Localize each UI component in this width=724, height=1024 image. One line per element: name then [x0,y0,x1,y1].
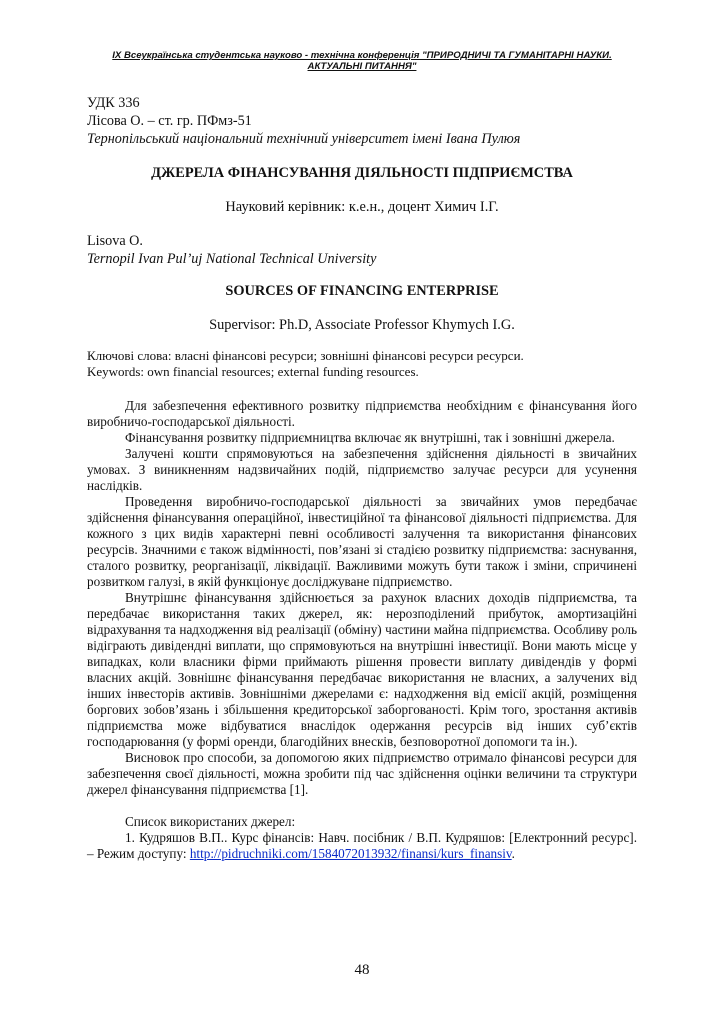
keywords-en: Keywords: own financial resources; external funding resources. [87,364,419,379]
paragraph: Для забезпечення ефективного розвитку підприємства необхідним є фінансування його виробничо-господарської діяльності. [87,398,637,429]
references-title: Список використаних джерел: [125,814,296,829]
page-number: 48 [354,962,370,978]
reference-text: 1. Кудряшов В.П.. Курс фінансів: Навч. посібник / В.П. Кудряшов: [Електронний ресурс]. – Режим доступу: [87,830,637,861]
reference-item [87,830,637,862]
reference-tail: . [511,846,515,861]
paragraph: Проведення виробничо-господарської діяльності за звичайних умов передбачає здійснення фінансування операційної, інвестиційної та фінансової діяльності підприємства. Для кожного з цих видів характерні певні особливості залучення та використання фінансових ресурсів. Значними є також відмінності, пов’язані зі стадією розвитку підприємства: заснування, сталого розвитку, реорганізації, ліквідації. Важливими можуть бути також і зміни, спричинені розвитком галузі, в якій функціонує досліджуване підприємство. [87,494,637,589]
paragraph: Внутрішнє фінансування здійснюється за рахунок власних доходів підприємства, та передбачає використання таких джерел, як: нерозподілений прибуток, амортизаційні відрахування та надходження від реалізації (обміну) частини майна підприємства. Особливу роль відіграють дивідендні виплати, що спрямовуються на внутрішні інвестиції. Вони мають місце у випадках, коли власники фірми приймають рішення провести виплату дивідендів у формі власних акцій. Зовнішнє фінансування передбачає використання не власних, а залучених від інших інвесторів активів. Зовнішніми джерелами є: надходження від емісії акцій, розміщення боргових зобов’язань і збільшення кредиторської заборгованості. Крім того, зростання активів підприємства може відбуватися внаслідок одержання ресурсів від інших суб’єктів господарювання (у формі оренди, благодійних внесків, безповоротної допомоги та ін.). [87,590,637,749]
paragraph: Залучені кошти спрямовуються на забезпечення здійснення діяльності в звичайних умовах. З виникненням надзвичайних подій, підприємство залучає ресурси для усунення наслідків. [87,446,637,493]
keywords-ua: Ключові слова: власні фінансові ресурси; зовнішні фінансові ресурси ресурси. [87,348,524,363]
paper-page [87,50,637,862]
supervisor-en: Supervisor: Ph.D, Associate Professor Khymych I.G. [209,317,515,333]
title-en: SOURCES OF FINANCING ENTERPRISE [225,283,499,299]
affiliation-en: Ternopil Ivan Pul’uj National Technical University [87,251,377,267]
affiliation-ua: Тернопільський національний технічний університет імені Івана Пулюя [87,131,521,147]
paragraph: Висновок про способи, за допомогою яких підприємство отримало фінансові ресурси для забезпечення своєї діяльності, можна зробити під час здійснення оцінки величини та структури джерел фінансування підприємства [1]. [87,750,637,797]
author-ua: Лісова О. – ст. гр. ПФмз-51 [87,113,252,129]
title-ua: ДЖЕРЕЛА ФІНАНСУВАННЯ ДІЯЛЬНОСТІ ПІДПРИЄМСТВА [151,165,573,181]
body-text [87,398,637,798]
reference-link[interactable]: http://pidruchniki.com/1584072013932/finansi/kurs_finansiv [189,846,512,861]
paragraph: Фінансування розвитку підприємництва включає як внутрішні, так і зовнішні джерела. [125,430,615,445]
udc-code: УДК 336 [87,95,140,111]
supervisor-ua: Науковий керівник: к.е.н., доцент Химич І.Г. [225,199,499,215]
author-en: Lisova O. [87,233,143,249]
conference-header: IX Всеукраїнська студентська науково - технічна конференція "ПРИРОДНИЧІ ТА ГУМАНІТАРНІ НАУКИ. АКТУАЛЬНІ ПИТАННЯ" [112,50,612,72]
